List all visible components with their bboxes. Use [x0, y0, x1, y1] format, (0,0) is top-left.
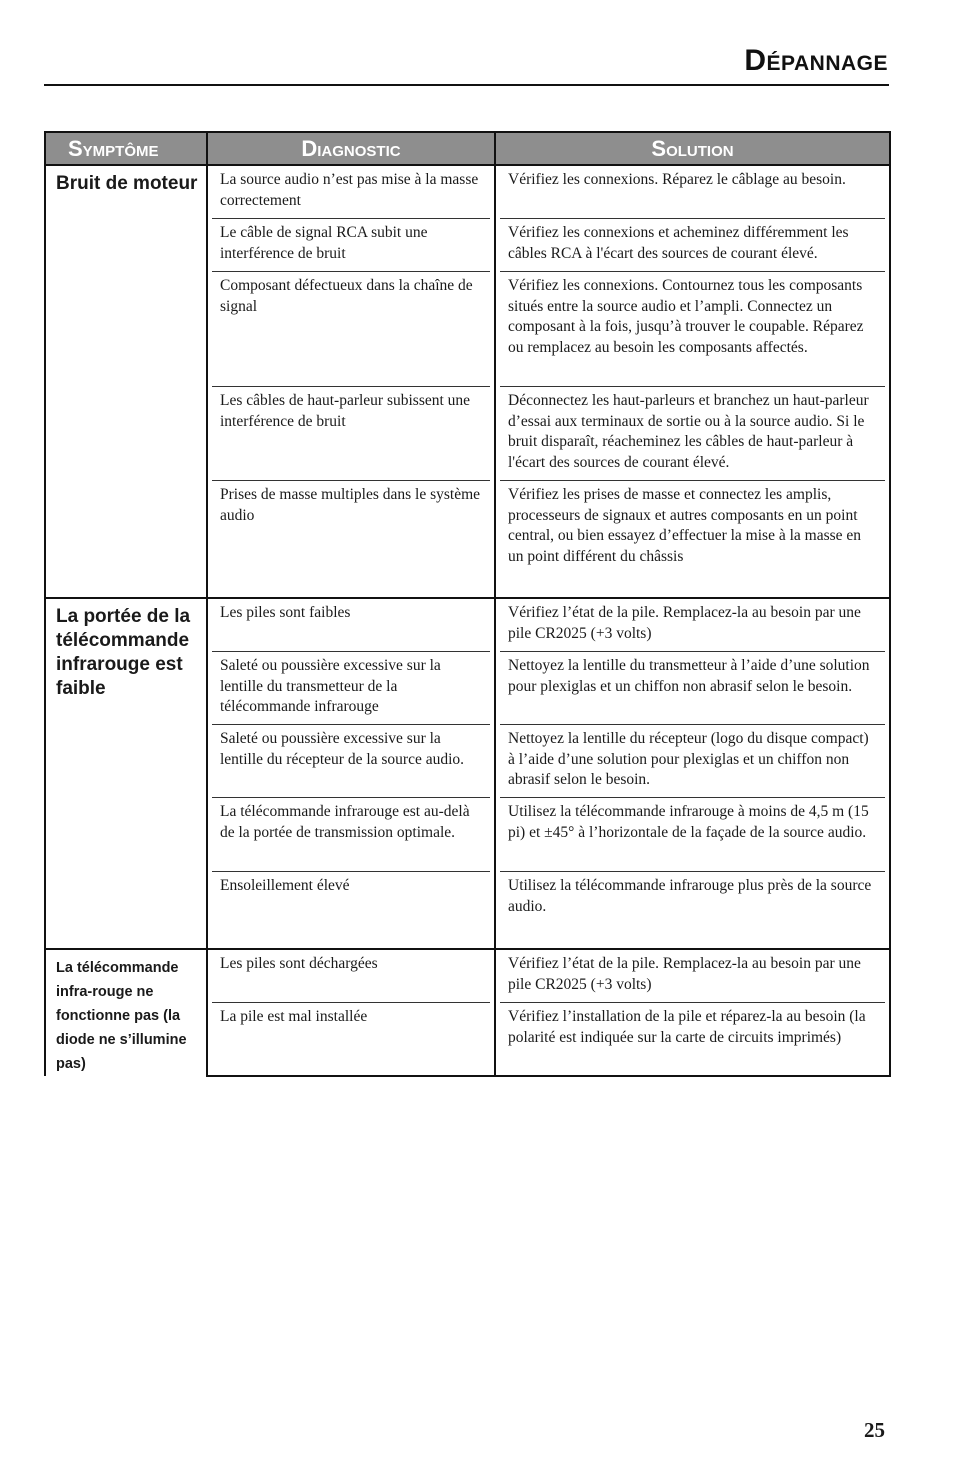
- solution-cell: Déconnectez les haut-parleurs et branchez un haut-parleur d’essai aux terminaux de sortie ou à la source audio. Si le bruit disparaît, réacheminez les câbles de haut-parleur à l'écart des sources de courant élevé.: [495, 387, 890, 481]
- page-number: 25: [864, 1418, 885, 1442]
- solution-cell: Vérifiez les connexions. Réparez le câblage au besoin.: [495, 165, 890, 219]
- diagnostic-cell: Le câble de signal RCA subit une interférence de bruit: [207, 219, 495, 272]
- solution-cell: Vérifiez l’installation de la pile et réparez-la au besoin (la polarité est indiquée sur la carte de circuits imprimés): [495, 1003, 890, 1076]
- diagnostic-cell: La pile est mal installée: [207, 1003, 495, 1076]
- header-diagnostic: Diagnostic: [207, 132, 495, 165]
- diagnostic-cell: Les câbles de haut-parleur subissent une interférence de bruit: [207, 387, 495, 481]
- header-symptom: Symptôme: [45, 132, 207, 165]
- solution-cell: Vérifiez les connexions et acheminez différemment les câbles RCA à l'écart des sources de courant élevé.: [495, 219, 890, 272]
- solution-cell: Vérifiez les connexions. Contournez tous les composants situés entre la source audio et l’ampli. Connectez un composant à la fois, jusqu’à trouver le coupable. Réparez ou remplacez au besoin les composants affectés.: [495, 272, 890, 387]
- solution-cell: Utilisez la télécommande infrarouge à moins de 4,5 m (15 pi) et ±45° à l’horizontale de la façade de la source audio.: [495, 798, 890, 872]
- title-divider: [44, 84, 889, 86]
- diagnostic-cell: Ensoleillement élevé: [207, 872, 495, 949]
- solution-cell: Nettoyez la lentille du récepteur (logo du disque compact) à l’aide d’une solution pour plexiglas et un chiffon non abrasif selon le besoin.: [495, 725, 890, 798]
- diagnostic-cell: Les piles sont faibles: [207, 598, 495, 652]
- diagnostic-cell: Prises de masse multiples dans le système audio: [207, 481, 495, 598]
- symptom-cell: Bruit de moteur: [45, 165, 207, 598]
- diagnostic-cell: Les piles sont déchargées: [207, 949, 495, 1003]
- symptom-cell: La portée de la télécommande infrarouge est faible: [45, 598, 207, 949]
- troubleshooting-table: [44, 131, 891, 1077]
- diagnostic-cell: Saleté ou poussière excessive sur la lentille du récepteur de la source audio.: [207, 725, 495, 798]
- table-row: [45, 598, 890, 652]
- solution-cell: Vérifiez les prises de masse et connectez les amplis, processeurs de signaux et autres composants en un point central, ou bien essayez d’effectuer la mise à la masse en un point différent du châssis: [495, 481, 890, 598]
- symptom-cell: La télécommande infra-rouge ne fonctionne pas (la diode ne s’illumine pas): [45, 949, 207, 1076]
- solution-cell: Vérifiez l’état de la pile. Remplacez-la au besoin par une pile CR2025 (+3 volts): [495, 598, 890, 652]
- solution-cell: Vérifiez l’état de la pile. Remplacez-la au besoin par une pile CR2025 (+3 volts): [495, 949, 890, 1003]
- diagnostic-cell: La source audio n’est pas mise à la masse correctement: [207, 165, 495, 219]
- solution-cell: Utilisez la télécommande infrarouge plus près de la source audio.: [495, 872, 890, 949]
- diagnostic-cell: La télécommande infrarouge est au-delà de la portée de transmission optimale.: [207, 798, 495, 872]
- table-header-row: [45, 132, 890, 165]
- table-row: [45, 165, 890, 219]
- header-solution: Solution: [495, 132, 890, 165]
- solution-cell: Nettoyez la lentille du transmetteur à l’aide d’une solution pour plexiglas et un chiffon non abrasif selon le besoin.: [495, 652, 890, 725]
- page-title: Dépannage: [744, 44, 888, 77]
- diagnostic-cell: Saleté ou poussière excessive sur la lentille du transmetteur de la télécommande infrarouge: [207, 652, 495, 725]
- diagnostic-cell: Composant défectueux dans la chaîne de signal: [207, 272, 495, 387]
- table-row: [45, 949, 890, 1003]
